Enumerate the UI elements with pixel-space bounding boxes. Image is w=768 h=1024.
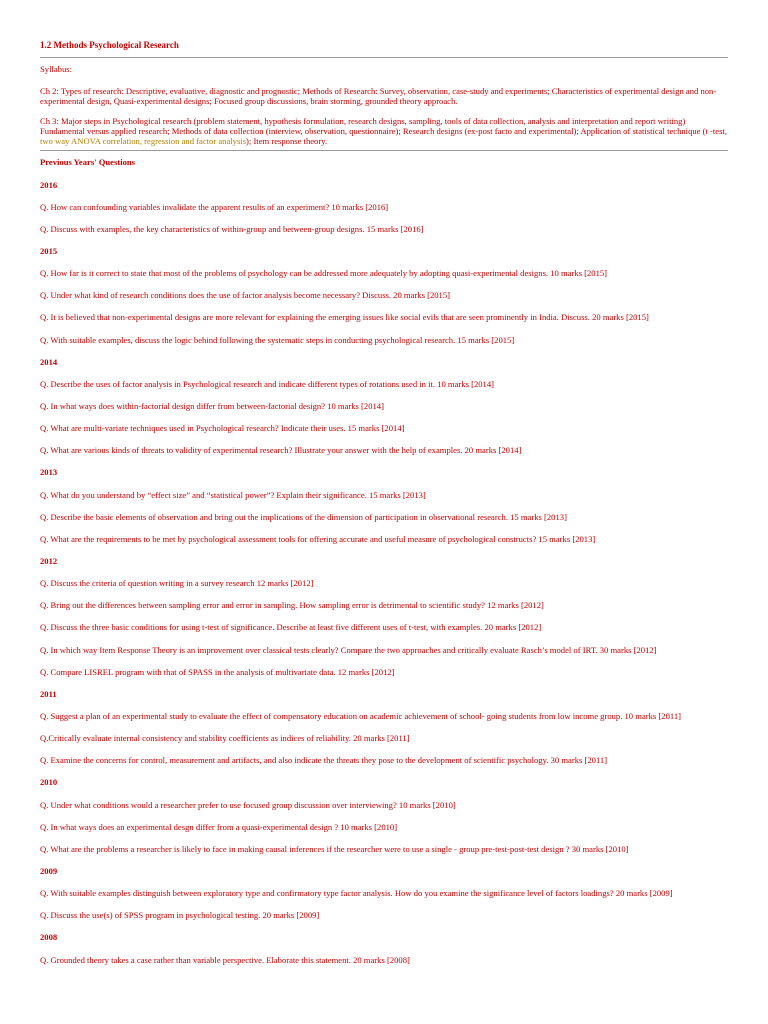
question-item: Q. Bring out the differences between sampling error and error in sampling. How sampling error is detrimental to scientific study? 12 marks [2012] <box>40 600 544 611</box>
question-item: Q. In what ways does within-factorial design differ from between-factorial design? 10 marks [2014] <box>40 401 384 411</box>
question-item: Q. What are the problems a researcher is likely to face in making causal inferences if the researcher were to use a single - group pre-test-post-test design ? 30 marks [2010] <box>40 843 629 854</box>
year-heading-2008: 2008 <box>40 932 58 943</box>
syllabus-ch3-text-a: Ch 3: Major steps in Psychological research (problem statement, hypothesis formulation, research designs, sampling, tools of data collection, analysis and interpretation and report writing) Fundamental versus applied research; Methods of data collection (interview, observation, questionnaire); Research designs (ex-post facto and experimental); Application of statistical technique (t -test, <box>40 116 727 137</box>
year-heading-2013: 2013 <box>40 467 58 478</box>
question-item: Q. Under what conditions would a researcher prefer to use focused group discussion over interviewing? 10 marks [2010] <box>40 799 456 810</box>
question-item: Q. How far is it correct to state that most of the problems of psychology can be addressed more adequately by adopting quasi-experimental designs. 10 marks [2015] <box>40 268 608 279</box>
question-item: Q. Suggest a plan of an experimental study to evaluate the effect of compensatory education on academic achievement of school- going students from low income group. 10 marks [2011] <box>40 710 681 721</box>
year-sections <box>40 180 728 965</box>
question-item: Q. With suitable examples distinguish between exploratory type and confirmatory type factor analysis. How do you examine the significance level of factors loadings? 20 marks [2009] <box>40 888 673 899</box>
year-heading-2015: 2015 <box>40 246 58 257</box>
divider-bottom <box>40 150 728 151</box>
question-item: Q. What are multi-variate techniques used in Psychological research? Indicate their uses. 15 marks [2014] <box>40 423 405 434</box>
question-item: Q. Discuss the criteria of question writing in a survey research 12 marks [2012] <box>40 578 314 589</box>
question-item: Q. In which way Item Response Theory is an improvement over classical tests clearly? Compare the two approaches and critically evaluate Rasch’s model of IRT. 30 marks [2012] <box>40 644 657 655</box>
syllabus-label: Syllabus: <box>40 63 72 74</box>
syllabus-ch3 <box>40 116 728 146</box>
question-item: Q. Discuss the three basic conditions for using t-test of significance. Describe at least five different uses of t-test, with examples. 20 marks [2012] <box>40 622 542 633</box>
year-heading-2016: 2016 <box>40 179 58 190</box>
question-item: Q. With suitable examples, discuss the logic behind following the systematic steps in conducting psychological research. 15 marks [2015] <box>40 334 515 345</box>
question-item: Q. In what ways does an experimental desgn differ from a quasi-experimental design ? 10 marks [2010] <box>40 821 398 832</box>
year-heading-2010: 2010 <box>40 777 58 788</box>
question-item: Q. What do you understand by “effect size” and “statistical power”? Explain their significance. 15 marks [2013] <box>40 489 426 500</box>
syllabus-ch3-highlight: two way ANOVA correlation, regression and factor analysis <box>40 136 247 147</box>
year-heading-2014: 2014 <box>40 356 58 367</box>
syllabus-ch2: Ch 2: Types of research: Descriptive, evaluative, diagnostic and prognostic; Methods of Research: Survey, observation, case-study and experiments; Characteristics of experimental design and non-experimental design, Quasi-experimental designs; Focused group discussions, brain storming, grounded theory approach. <box>40 85 717 106</box>
year-heading-2012: 2012 <box>40 555 58 566</box>
divider-top <box>40 57 728 58</box>
question-item: Q. Grounded theory takes a case rather than variable perspective. Elaborate this statement. 20 marks [2008] <box>40 954 410 965</box>
question-item: Q. Under what kind of research conditions does the use of factor analysis become necessary? Discuss. 20 marks [2015] <box>40 290 450 301</box>
question-item: Q. Compare LISREL program with that of SPASS in the analysis of multivariate data. 12 marks [2012] <box>40 666 395 677</box>
question-item: Q.Critically evaluate internal consistency and stability coefficients as indices of reliability. 20 marks [2011] <box>40 733 410 744</box>
year-heading-2009: 2009 <box>40 865 58 876</box>
question-item: Q. Describe the uses of factor analysis in Psychological research and indicate different types of rotations used in it. 10 marks [2014] <box>40 378 494 389</box>
question-item: Q. What are the requirements to be met by psychological assessment tools for offering accurate and useful measure of psychological constructs? 15 marks [2013] <box>40 533 596 544</box>
question-item: Q. How can confounding variables invalidate the apparent results of an experiment? 10 marks [2016] <box>40 201 389 212</box>
document-page <box>40 40 728 977</box>
question-item: Q. It is believed that non-experimental designs are more relevant for explaining the emerging issues like social evils that are seen prominently in India. Discuss. 20 marks [2015] <box>40 312 649 323</box>
syllabus-ch3-text-b: ); Item response theory. <box>246 136 328 147</box>
question-item: Q. Examine the concerns for control, measurement and artifacts, and also indicate the threats they pose to the development of scientific psychology. 30 marks [2011] <box>40 755 608 766</box>
question-item: Q. What are various kinds of threats to validity of experimental research? Illustrate your answer with the help of examples. 20 marks [2014] <box>40 445 522 456</box>
pyq-heading: Previous Years' Questions <box>40 157 136 168</box>
page-title: 1.2 Methods Psychological Research <box>40 40 179 50</box>
question-item: Q. Discuss with examples, the key characteristics of within-group and between-group designs. 15 marks [2016] <box>40 223 424 234</box>
question-item: Q. Describe the basic elements of observation and bring out the implications of the dimension of participation in observational research. 15 marks [2013] <box>40 511 567 522</box>
question-item: Q. Discuss the use(s) of SPSS program in psychological testing. 20 marks [2009] <box>40 910 320 921</box>
year-heading-2011: 2011 <box>40 688 57 699</box>
